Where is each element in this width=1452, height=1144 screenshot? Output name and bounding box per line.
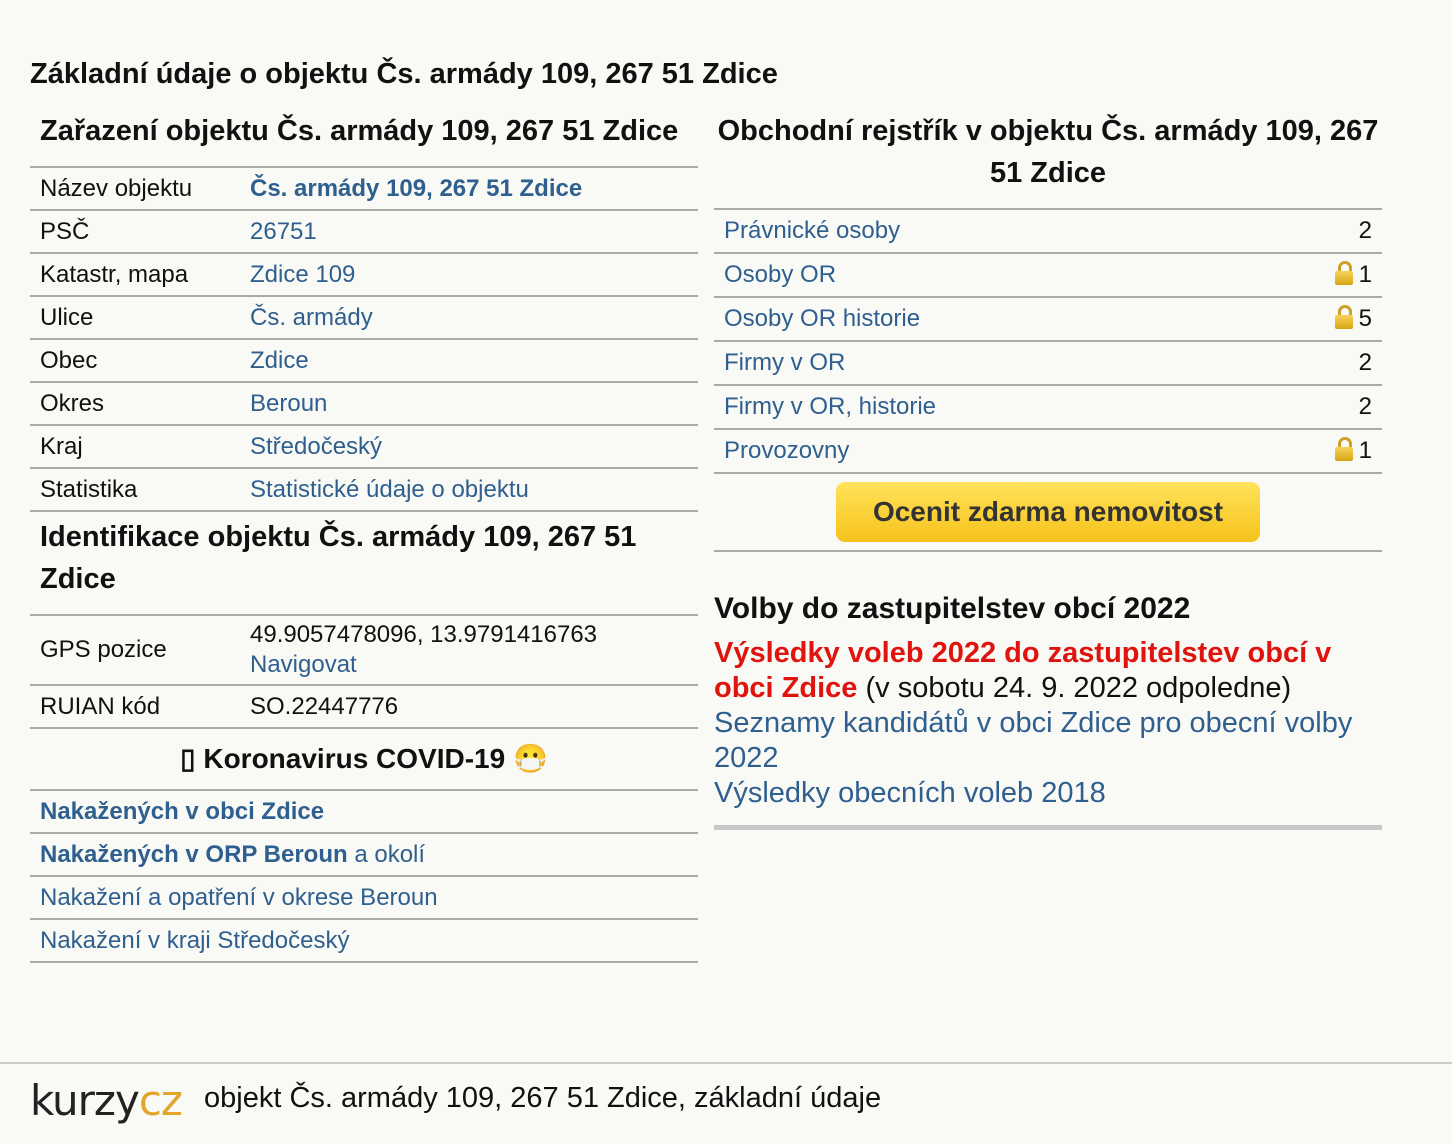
- rejstrik-table: [714, 208, 1382, 474]
- row-label: Název objektu: [30, 167, 240, 210]
- firmy-or-historie-link[interactable]: Firmy v OR, historie: [724, 393, 937, 420]
- zarazeni-heading: Zařazení objektu Čs. armády 109, 267 51 Zdice: [40, 115, 679, 147]
- lock-icon: [1335, 437, 1353, 461]
- row-label: PSČ: [30, 210, 240, 253]
- count: 2: [1250, 209, 1382, 253]
- identifikace-heading: Identifikace objektu Čs. armády 109, 267 51 Zdice: [40, 521, 637, 595]
- table-row: [30, 615, 698, 685]
- osoby-or-historie-link[interactable]: Osoby OR historie: [724, 305, 921, 332]
- table-row: [30, 468, 698, 511]
- covid-orp-link[interactable]: [40, 841, 425, 868]
- count: 1: [1358, 261, 1372, 288]
- right-column: [714, 110, 1382, 830]
- count: 2: [1250, 341, 1382, 385]
- divider: [714, 825, 1382, 830]
- cta-container: [714, 474, 1382, 552]
- zarazeni-table: [30, 166, 698, 512]
- katastr-link[interactable]: Zdice 109: [250, 260, 356, 288]
- table-row: [30, 296, 698, 339]
- footer-text: objekt Čs. armády 109, 267 51 Zdice, základní údaje: [204, 1082, 882, 1114]
- table-row: [714, 253, 1382, 297]
- vysledky-note: (v sobotu 24. 9. 2022 odpoledne): [857, 672, 1292, 704]
- table-row: [30, 425, 698, 468]
- ulice-link[interactable]: Čs. armády: [250, 303, 373, 331]
- covid-obec-link[interactable]: Nakažených v obci Zdice: [40, 797, 325, 825]
- row-label: Kraj: [30, 425, 240, 468]
- table-row: [30, 253, 698, 296]
- logo-left: kurzy: [30, 1076, 139, 1125]
- row-label: Ulice: [30, 296, 240, 339]
- covid-orp-rest: a okolí: [347, 840, 426, 868]
- table-row: [30, 210, 698, 253]
- okres-link[interactable]: Beroun: [250, 389, 328, 417]
- count: 2: [1250, 385, 1382, 429]
- covid-title: Koronavirus COVID-19: [203, 743, 506, 774]
- ruian-label: RUIAN kód: [30, 685, 240, 728]
- lock-icon: [1335, 261, 1353, 285]
- placeholder-glyph-icon: ▯: [180, 743, 196, 774]
- psc-link[interactable]: 26751: [250, 217, 317, 245]
- table-row: [30, 685, 698, 728]
- volby-section: [714, 592, 1382, 830]
- page-title: Základní údaje o objektu Čs. armády 109, 267 51 Zdice: [30, 58, 778, 90]
- pravnicke-osoby-link[interactable]: Právnické osoby: [724, 217, 901, 244]
- obec-link[interactable]: Zdice: [250, 346, 309, 374]
- ruian-value: SO.22447776: [240, 685, 698, 728]
- identifikace-table: [30, 614, 698, 729]
- provozovny-link[interactable]: Provozovny: [724, 437, 850, 464]
- covid-heading: [30, 729, 698, 791]
- face-mask-icon: 😷: [512, 743, 548, 774]
- table-row: [714, 429, 1382, 473]
- count: 5: [1358, 305, 1372, 332]
- kandidati-link[interactable]: Seznamy kandidátů v obci Zdice pro obecní volby 2022: [714, 707, 1353, 774]
- row-label: Katastr, mapa: [30, 253, 240, 296]
- row-label: Okres: [30, 382, 240, 425]
- row-label: Statistika: [30, 468, 240, 511]
- osoby-or-link[interactable]: Osoby OR: [724, 261, 837, 288]
- kraj-link[interactable]: Středočeský: [250, 432, 383, 460]
- gps-label: GPS pozice: [30, 615, 240, 685]
- table-row: [714, 341, 1382, 385]
- logo-right: cz: [138, 1076, 182, 1125]
- table-row: [714, 209, 1382, 253]
- table-row: [30, 167, 698, 210]
- table-row: [714, 385, 1382, 429]
- covid-kraj-link[interactable]: Nakažení v kraji Středočeský: [40, 926, 350, 954]
- kurzy-logo[interactable]: [30, 1076, 182, 1125]
- count: 1: [1358, 437, 1372, 464]
- lock-icon: [1335, 305, 1353, 329]
- firmy-or-link[interactable]: Firmy v OR: [724, 349, 846, 376]
- covid-okres-link[interactable]: Nakažení a opatření v okrese Beroun: [40, 883, 438, 911]
- covid-links: [30, 791, 698, 963]
- left-column: [30, 110, 698, 963]
- ocenit-nemovitost-button[interactable]: Ocenit zdarma nemovitost: [836, 482, 1260, 542]
- footer: [0, 1062, 1452, 1144]
- nazev-objektu-link[interactable]: Čs. armády 109, 267 51 Zdice: [250, 174, 583, 202]
- vysledky-2022-link[interactable]: Výsledky voleb 2022 do zastupitelstev obcí v obci Zdice: [714, 637, 1332, 704]
- table-row: [30, 339, 698, 382]
- navigovat-link[interactable]: Navigovat: [250, 651, 357, 678]
- gps-value: 49.9057478096, 13.9791416763: [250, 621, 598, 648]
- vysledky-2018-link[interactable]: Výsledky obecních voleb 2018: [714, 777, 1106, 809]
- row-label: Obec: [30, 339, 240, 382]
- volby-heading: Volby do zastupitelstev obcí 2022: [714, 592, 1191, 625]
- table-row: [30, 382, 698, 425]
- rejstrik-heading: Obchodní rejstřík v objektu Čs. armády 109, 267 51 Zdice: [717, 115, 1379, 189]
- statistika-link[interactable]: Statistické údaje o objektu: [250, 475, 529, 503]
- covid-orp-label: Nakažených v ORP Beroun: [40, 840, 348, 868]
- table-row: [714, 297, 1382, 341]
